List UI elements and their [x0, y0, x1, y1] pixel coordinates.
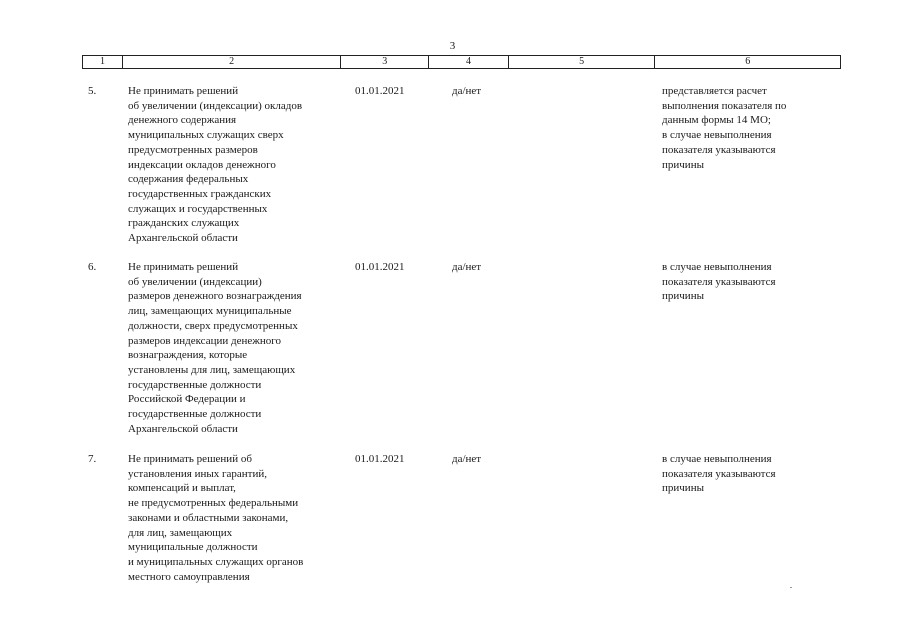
header-col-6: 6 [745, 56, 751, 67]
scan-speck [790, 587, 792, 588]
row-date: 01.01.2021 [355, 85, 405, 97]
row-number: 6. [88, 261, 97, 273]
header-col-5: 5 [509, 56, 656, 68]
row-number: 5. [88, 85, 97, 97]
row-note: в случае невыполнения показателя указываются причины [662, 261, 776, 303]
row-note: в случае невыполнения показателя указываются причины [662, 453, 776, 495]
header-col-2: 2 [123, 56, 341, 68]
page-number: 3 [449, 40, 456, 52]
row-yes-no: да/нет [452, 85, 482, 97]
row-note: представляется расчет выполнения показателя по данным формы 14 МО; в случае невыполнения показателя указываются причины [662, 85, 787, 171]
row-indicator-text: Не принимать решений об увеличении (индексации) размеров денежного вознаграждения лиц, замещающих муниципальные должности, сверх предусмотренных размеров индексации денежного вознаграждения, которые установлены для лиц, замещающих государственные должности Российской Федерации и государственные должности Архангельской области [128, 261, 302, 435]
header-col-4: 4 [429, 56, 509, 68]
header-col-1: 1 [83, 56, 123, 68]
row-yes-no: да/нет [452, 261, 482, 273]
row-yes-no: да/нет [452, 453, 482, 465]
table-header-row [82, 55, 841, 69]
row-indicator-text: Не принимать решений об установления иных гарантий, компенсаций и выплат, не предусмотренных федеральными законами и областными законами, для лиц, замещающих муниципальные должности и муниципальных служащих органов местного самоуправления [128, 453, 304, 583]
header-col-3: 3 [341, 56, 429, 68]
row-indicator-text: Не принимать решений об увеличении (индексации) окладов денежного содержания муниципальных служащих сверх предусмотренных размеров индексации окладов денежного содержания федеральных государственных гражданских служащих и государственных гражданских служащих Архангельской области [128, 85, 303, 245]
row-number: 7. [88, 453, 97, 465]
row-date: 01.01.2021 [355, 453, 405, 465]
row-date: 01.01.2021 [355, 261, 405, 273]
